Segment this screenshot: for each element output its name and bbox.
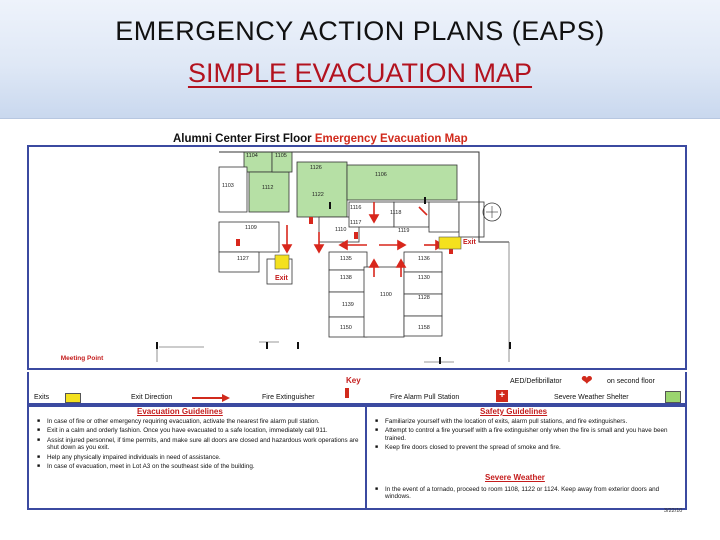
slide-subtitle: SIMPLE EVACUATION MAP [187,58,533,88]
key-severe-weather-label: Severe Weather Shelter [554,394,629,401]
evacuation-guideline-item: ■ In case of evacuation, meet in Lot A3 on the southeast side of the building. [37,463,362,470]
room-label: 1117 [350,220,362,226]
room-label: 1103 [222,183,234,189]
key-fire-alarm-label: Fire Alarm Pull Station [390,394,460,401]
room-label: 1139 [342,302,354,308]
room-label: 1112 [262,185,274,191]
slide-header [0,0,720,119]
fire-extinguisher-key-icon [345,388,349,398]
room-1126 [347,165,457,200]
room-1103 [249,172,289,212]
exit-label-west: Exit [275,275,288,282]
room-label: 1138 [340,275,352,281]
floor-plan [29,147,685,368]
key-title: Key [346,376,361,385]
severe-weather-item: ■ In the event of a tornado, proceed to room 1108, 1122 or 1124. Keep away from exterior doors and windows. [375,486,680,501]
map-title-black: Alumni Center First Floor [173,133,315,145]
key-exit-direction-label: Exit Direction [131,394,173,401]
room-label: 1106 [375,172,387,178]
room-label: 1126 [310,165,322,171]
safety-guidelines-title: Safety Guidelines [480,407,548,416]
severe-weather-key-icon [665,391,681,403]
exit-label-east: Exit [463,239,476,246]
slide-title: EMERGENCY ACTION PLANS (EAPS) [115,16,605,46]
room-label: 1110 [335,227,347,233]
room-label: 1119 [398,228,410,234]
room-label: 1118 [390,210,402,216]
room-label: 1100 [380,292,392,298]
room-label: 1104 [246,153,258,159]
evacuation-guidelines-title: Evacuation Guidelines [137,407,223,416]
exit-east [439,237,461,249]
exit-key-icon [65,393,81,403]
room-label: 1130 [418,275,430,281]
fire-alarm-key-icon: + [496,390,508,402]
room-label: 1116 [350,205,362,211]
room-label: 1127 [237,256,249,262]
document-date: 3/22/10 [664,508,683,514]
aed-heart-icon: ❤ [581,372,593,388]
map-title [173,133,468,145]
severe-weather-title: Severe Weather [485,473,545,482]
evacuation-guideline-item: ■ Assist injured personnel, if time permits, and make sure all doors are closed and hazardous work operations are shut down as you exit. [37,437,362,452]
room-label: 1150 [340,325,352,331]
room-label: 1122 [312,192,324,198]
room-label: 1109 [245,225,257,231]
meeting-point-label: Meeting Point [60,355,104,362]
map-title-red: Emergency Evacuation Map [314,133,468,145]
room-label: 1135 [340,256,352,262]
room-label: 1158 [418,325,430,331]
room-1122 [297,162,347,217]
key-fire-extinguisher-label: Fire Extinguisher [262,394,315,401]
evacuation-guideline-item: ■ In case of fire or other emergency requiring evacuation, activate the nearest fire alarm pull station. [37,418,362,425]
evacuation-guideline-item: ■ Help any physically impaired individuals in need of assistance. [37,454,362,461]
exit-west [275,255,289,269]
room-label: 1105 [275,153,287,159]
room-label: 1128 [418,295,430,301]
evacuation-guidelines-panel [27,405,367,510]
safety-guidelines-panel [367,405,687,510]
key-aed-label: AED/Defibrillator [510,378,562,385]
safety-guideline-item: ■ Familiarize yourself with the location of exits, alarm pull stations, and fire extinguishers. [375,418,680,425]
safety-guideline-item: ■ Keep fire doors closed to prevent the spread of smoke and fire. [375,444,680,451]
room-label: 1136 [418,256,430,262]
key-exits-label: Exits [34,394,50,401]
exit-direction-key-icon [192,393,232,403]
key-aed-note: on second floor [607,378,655,385]
safety-guideline-item: ■ Attempt to control a fire yourself with a fire extinguisher only when the fire is small and you have been trained. [375,427,680,442]
evacuation-guideline-item: ■ Exit in a calm and orderly fashion. Once you have evacuated to a safe location, immediately call 911. [37,427,362,434]
